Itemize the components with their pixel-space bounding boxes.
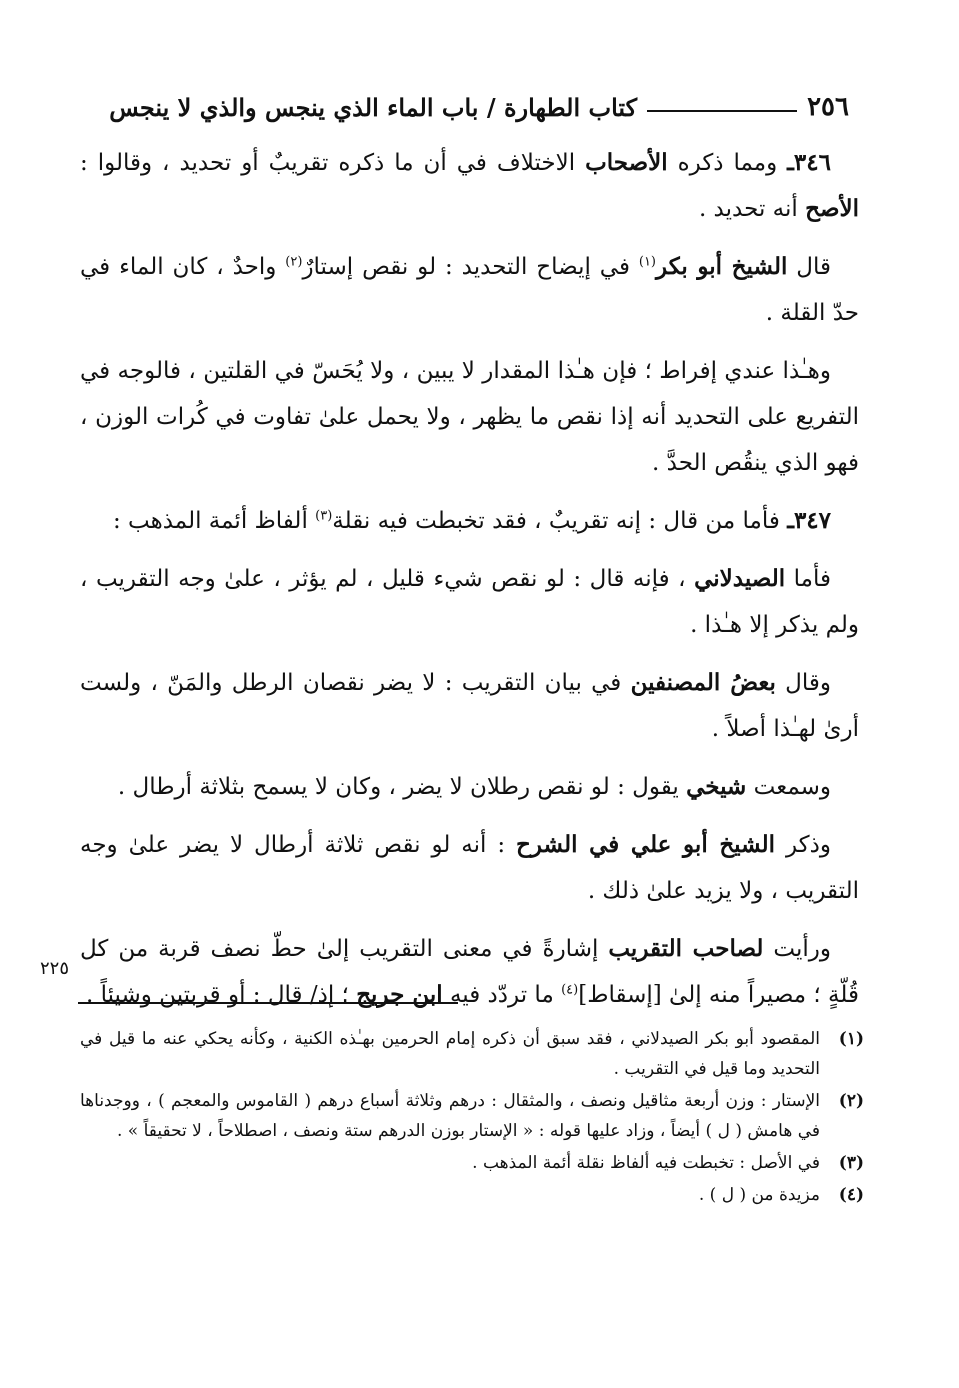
text: وهـٰذا عندي إفراط ؛ فإن هـٰذا المقدار لا يبين ، ولا يُحَسّ في القلتين ، فالوجه في التفريع على التحديد أنه إذا نقص ما يظهر ، ولا يحمل علىٰ تفاوت في كُرات الوزن ، فهو الذي ينقُص الحدَّ . (80, 358, 859, 476)
text: وقال (775, 670, 831, 696)
bold-term: الشيخ أبو بكر (656, 253, 788, 280)
section-number: ٣٤٦ـ (787, 149, 831, 176)
footnote-ref-4[interactable]: (٤) (561, 982, 579, 998)
page-header (80, 86, 849, 122)
section-number: ٣٤٧ـ (787, 507, 831, 534)
text: يقول : لو نقص رطلان لا يضر ، وكان لا يسمح بثلاثة أرطال . (117, 774, 687, 800)
footnote-text: في الأصل : تخبطت فيه ألفاظ نقلة أئمة المذهب . (472, 1153, 820, 1173)
bold-term: شيخي (686, 773, 747, 800)
header-rule (647, 109, 797, 112)
footnote-number: (٣) (838, 1153, 864, 1173)
paragraph-saydalani (80, 556, 859, 648)
text: ورأيت (763, 936, 832, 962)
text: فأما من قال : إنه تقريبٌ ، فقد تخبطت فيه نقلة (332, 508, 788, 534)
footnote-4 (80, 1180, 864, 1210)
text: في إيضاح التحديد : لو نقص إستارٌ (302, 254, 639, 280)
footnote-number: (١) (838, 1029, 864, 1049)
footnote-ref-1[interactable]: (١) (638, 254, 656, 270)
bold-term: الشيخ أبو علي في الشرح (516, 831, 776, 858)
footnote-text: الإستار : وزن أربعة مثاقيل ونصف ، والمثقال : درهم وثلاثة أسباع درهم ( القاموس والمعجم ) ، ووجدناها في هامش ( ل ) أيضاً ، وزاد عليها قوله : « الإستار بوزن الدرهم ستة ونصف ، اصطلاحاً ، لا تحقيقاً » . (80, 1091, 820, 1141)
running-title: كتاب الطهارة / باب الماء الذي ينجس والذي لا ينجس (109, 93, 638, 122)
bold-term: بعضُ المصنفين (630, 669, 776, 696)
footnote-ref-3[interactable]: (٣) (315, 508, 333, 524)
text: الاختلاف في أن ما ذكره تقريبٌ أو تحديد ، وقالوا : (80, 150, 586, 176)
footnote-number: (٢) (838, 1091, 864, 1111)
manuscript-folio-number: ٢٢٥ (40, 958, 70, 979)
footnote-text: مزيدة من ( ل ) . (698, 1185, 820, 1205)
text: : أنه لو نقص ثلاثة أرطال لا يضر علىٰ وجه التقريب ، ولا يزيد علىٰ ذلك . (80, 832, 859, 904)
footnote-3 (80, 1148, 864, 1178)
text: فأما (785, 566, 831, 592)
footnote-number: (٤) (838, 1185, 864, 1205)
bold-term: الأصح (805, 195, 859, 222)
footnote-1 (80, 1024, 864, 1084)
text: وذكر (775, 832, 831, 858)
text: إشارةً في معنى التقريب إلىٰ حطّ نصف قربة من كل قُلّةٍ ؛ مصيراً منه إلىٰ [إسقاط] (80, 936, 859, 1008)
paragraph-authors (80, 660, 859, 752)
paragraph-abu-bakr (80, 244, 859, 336)
text: ما تردّد فيه (442, 982, 562, 1008)
paragraph-abu-ali (80, 822, 859, 914)
bold-term: الأصحاب (585, 149, 668, 176)
text: ، فإنه قال : لو نقص شيء قليل ، لم يؤثر ، علىٰ وجه التقريب ، ولم يذكر إلا هـٰذا . (80, 566, 859, 638)
footnote-2 (80, 1086, 864, 1146)
text: قال (787, 254, 832, 280)
paragraph-commentary (80, 348, 859, 486)
text: واحدٌ ، كان الماء في حدّ القلة . (80, 254, 859, 326)
footnote-text: المقصود أبو بكر الصيدلاني ، فقد سبق أن ذكره إمام الحرمين بهـٰذه الكنية ، وكأنه يحكي عنه ما قيل في التحديد وما قيل في التقريب . (80, 1029, 820, 1079)
footnote-divider (78, 1002, 458, 1004)
paragraph-347 (80, 498, 859, 544)
main-text (80, 140, 859, 1030)
text: أنه تحديد . (698, 196, 806, 222)
text: ؛ إذ/ قال : أو قربتين وشيئاً . (85, 982, 357, 1008)
footnote-ref-2[interactable]: (٢) (285, 254, 303, 270)
bold-term: لصاحب التقريب (608, 935, 764, 962)
page-number: ٢٥٦ (807, 92, 849, 122)
bold-term: ابن جريج (356, 981, 443, 1008)
text: ومما ذكره (667, 150, 788, 176)
paragraph-shaykh (80, 764, 859, 810)
text: في بيان التقريب : لا يضر نقصان الرطل والمَنّ ، ولست أرىٰ لهـٰذا أصلاً . (80, 670, 859, 742)
paragraph-taqrib (80, 926, 859, 1018)
footnotes (80, 1024, 864, 1212)
paragraph-346 (80, 140, 859, 232)
text: وسمعت (746, 774, 831, 800)
bold-term: الصيدلاني (694, 565, 786, 592)
text: ألفاظ أئمة المذهب : (112, 508, 316, 534)
